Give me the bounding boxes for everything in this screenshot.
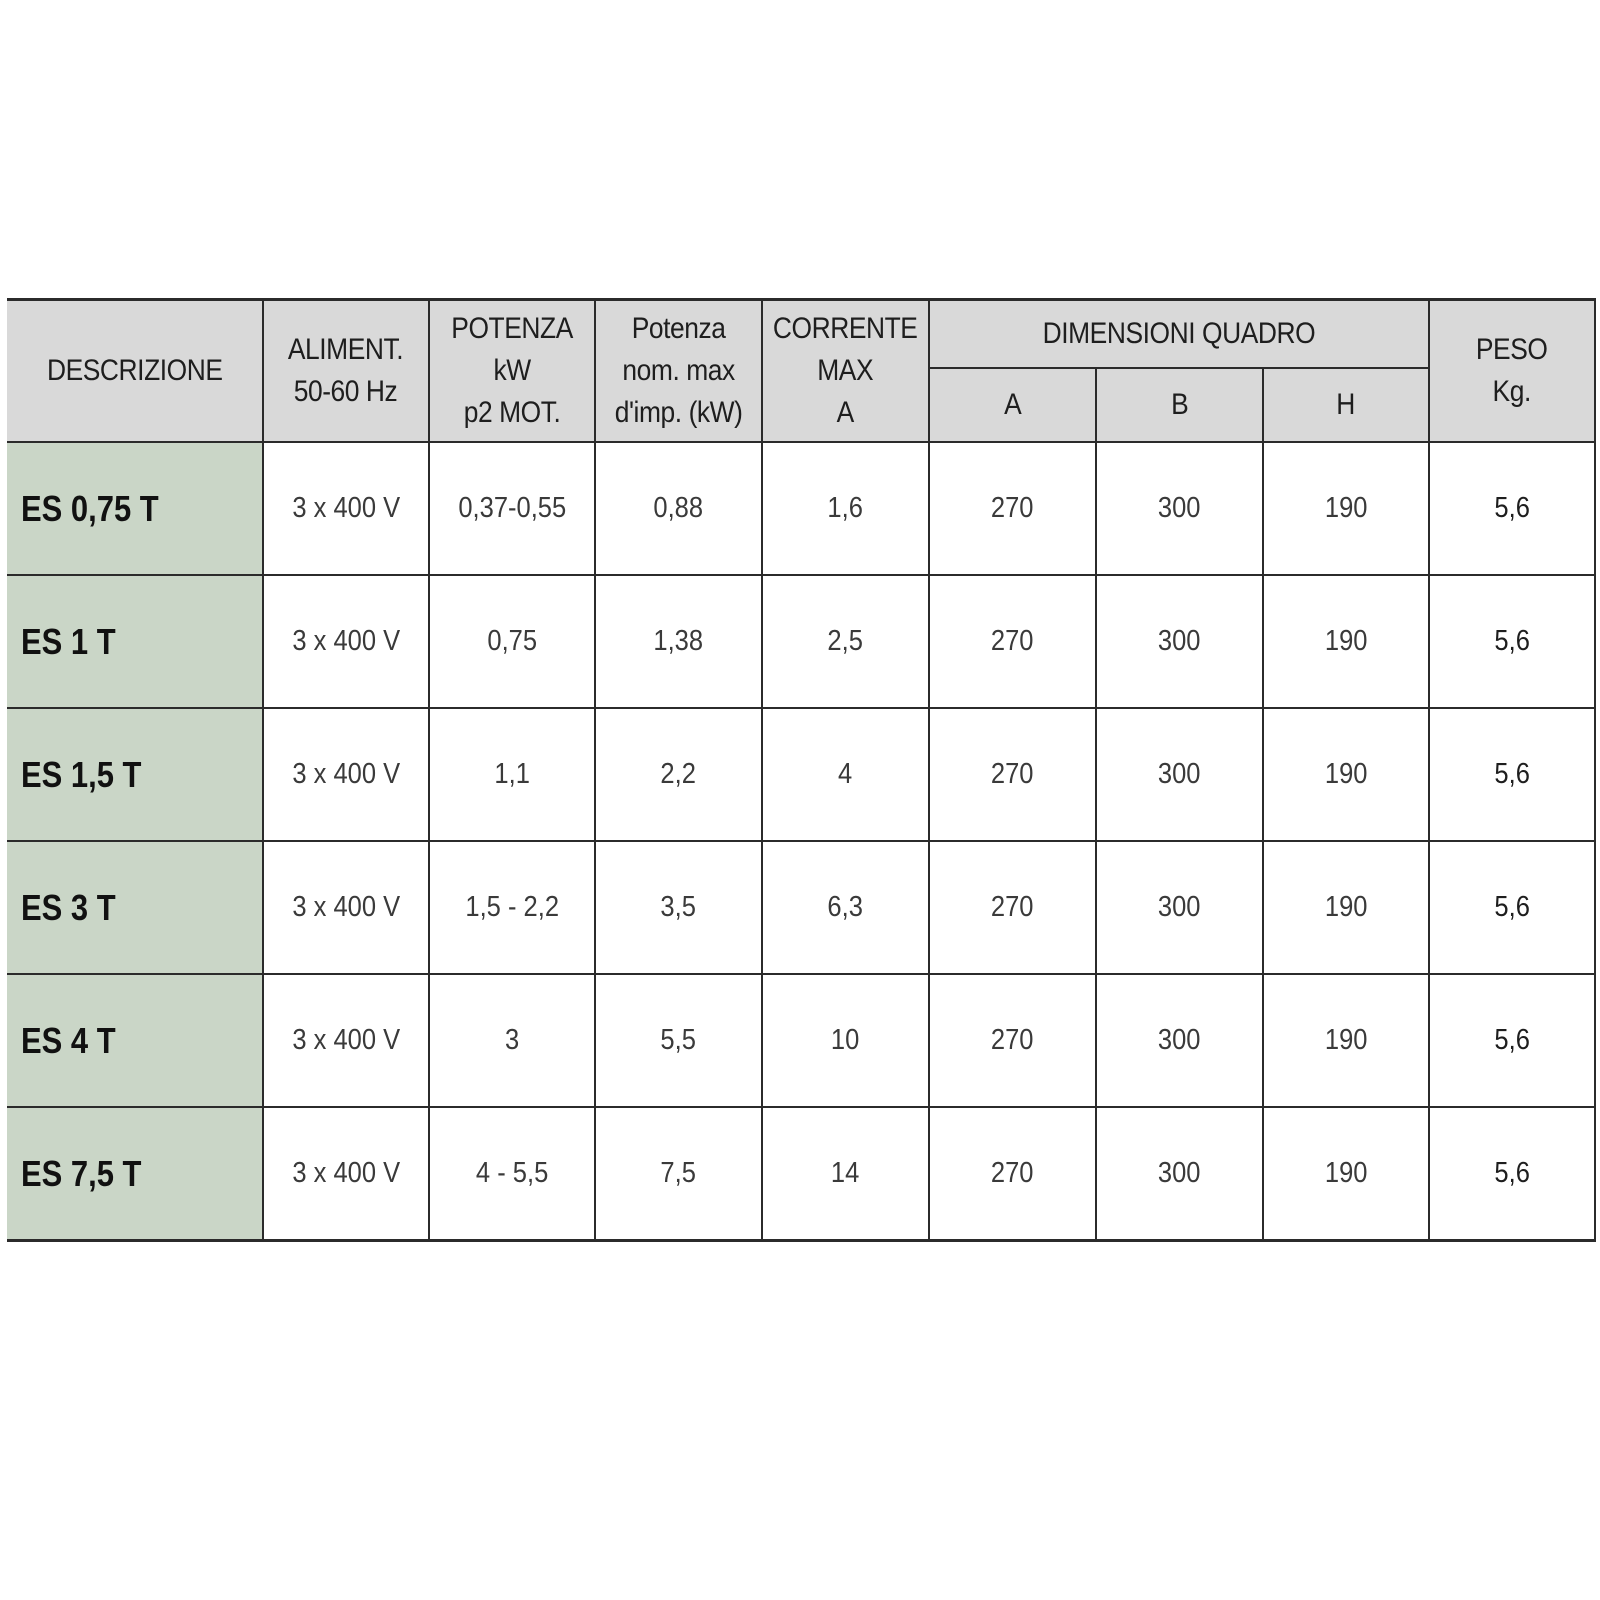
table-row	[7, 442, 1595, 575]
header-descrizione: DESCRIZIONE	[7, 300, 263, 443]
cell-aliment	[263, 708, 429, 841]
cell-corrente	[762, 841, 929, 974]
header-peso-line2: Kg.	[1492, 375, 1532, 408]
cell-dim-a	[929, 708, 1096, 841]
cell-dim-b-value: 300	[1158, 758, 1201, 790]
cell-peso	[1429, 841, 1595, 974]
cell-dim-a-value: 270	[991, 625, 1034, 657]
cell-potenza	[429, 575, 595, 708]
cell-dim-a-value: 270	[991, 1024, 1034, 1056]
cell-dim-b	[1096, 442, 1263, 575]
header-corrente-line3: A	[836, 396, 855, 429]
cell-model	[7, 1107, 263, 1241]
cell-potenza-imp-value: 7,5	[660, 1157, 697, 1189]
cell-potenza-imp	[595, 1107, 762, 1241]
header-potenza-imp	[595, 300, 762, 443]
cell-peso-value: 5,6	[1494, 625, 1530, 657]
header-aliment	[263, 300, 429, 443]
cell-peso-value: 5,6	[1494, 492, 1530, 524]
cell-potenza-imp	[595, 442, 762, 575]
cell-dim-b-value: 300	[1158, 492, 1201, 524]
cell-dim-a	[929, 575, 1096, 708]
cell-peso-value: 5,6	[1494, 1157, 1530, 1189]
cell-model	[7, 442, 263, 575]
header-corrente	[762, 300, 929, 443]
cell-potenza-imp-value: 3,5	[660, 891, 697, 923]
cell-aliment	[263, 442, 429, 575]
cell-dim-a	[929, 841, 1096, 974]
cell-corrente-value: 10	[831, 1024, 860, 1056]
cell-aliment-value: 3 x 400 V	[292, 758, 400, 790]
cell-dim-b	[1096, 708, 1263, 841]
cell-potenza-imp	[595, 841, 762, 974]
cell-dim-h	[1263, 442, 1429, 575]
header-corrente-line2: MAX	[817, 354, 874, 387]
cell-potenza-imp	[595, 575, 762, 708]
cell-dim-h	[1263, 841, 1429, 974]
cell-peso-value: 5,6	[1494, 891, 1530, 923]
header-potenza-imp-line3: d'imp. (kW)	[614, 396, 743, 429]
cell-dim-h	[1263, 974, 1429, 1107]
header-aliment-line1: ALIMENT.	[288, 333, 404, 366]
header-potenza-imp-line1: Potenza	[631, 312, 726, 345]
header-potenza-line2: kW	[493, 354, 531, 387]
cell-dim-a-value: 270	[991, 1157, 1034, 1189]
cell-dim-h	[1263, 1107, 1429, 1241]
cell-potenza-value: 1,1	[494, 758, 530, 790]
header-corrente-line1: CORRENTE	[773, 312, 918, 345]
cell-potenza-imp	[595, 708, 762, 841]
cell-dim-a-value: 270	[991, 492, 1034, 524]
cell-dim-h	[1263, 575, 1429, 708]
cell-aliment	[263, 575, 429, 708]
header-peso	[1429, 300, 1595, 443]
cell-dim-h	[1263, 708, 1429, 841]
cell-peso	[1429, 442, 1595, 575]
cell-dim-h-value: 190	[1324, 1157, 1368, 1189]
header-potenza-line3: p2 MOT.	[463, 396, 561, 429]
cell-dim-b-value: 300	[1158, 1024, 1201, 1056]
cell-dim-b-value: 300	[1158, 625, 1201, 657]
cell-potenza	[429, 442, 595, 575]
header-dim-h: H	[1263, 368, 1429, 442]
table-row	[7, 841, 1595, 974]
cell-dim-h-value: 190	[1324, 891, 1368, 923]
cell-aliment-value: 3 x 400 V	[292, 1157, 400, 1189]
cell-model	[7, 575, 263, 708]
cell-corrente-value: 2,5	[827, 625, 864, 657]
cell-dim-b	[1096, 575, 1263, 708]
cell-dim-h-value: 190	[1324, 758, 1368, 790]
header-dim-b: B	[1096, 368, 1263, 442]
cell-dim-b	[1096, 1107, 1263, 1241]
cell-potenza-imp-value: 0,88	[653, 492, 704, 524]
cell-corrente-value: 1,6	[827, 492, 864, 524]
cell-dim-a	[929, 974, 1096, 1107]
cell-corrente	[762, 974, 929, 1107]
spec-table	[7, 298, 1596, 1242]
cell-potenza-value: 0,75	[487, 625, 537, 657]
cell-dim-h-value: 190	[1324, 492, 1368, 524]
cell-potenza-value: 0,37-0,55	[458, 492, 566, 524]
cell-peso	[1429, 1107, 1595, 1241]
header-peso-line1: PESO	[1476, 333, 1548, 366]
cell-dim-b-value: 300	[1158, 1157, 1201, 1189]
table-header	[7, 300, 1595, 443]
header-potenza	[429, 300, 595, 443]
cell-corrente	[762, 708, 929, 841]
header-row-top	[7, 300, 1595, 369]
cell-dim-h-value: 190	[1324, 625, 1368, 657]
header-potenza-line1: POTENZA	[451, 312, 573, 345]
header-aliment-line2: 50-60 Hz	[294, 375, 398, 408]
cell-potenza-imp-value: 2,2	[660, 758, 697, 790]
cell-corrente	[762, 442, 929, 575]
cell-potenza	[429, 1107, 595, 1241]
header-dimensioni: DIMENSIONI QUADRO	[929, 300, 1429, 369]
table-body	[7, 442, 1595, 1241]
cell-aliment-value: 3 x 400 V	[292, 492, 400, 524]
cell-model-value: ES 7,5 T	[21, 1152, 142, 1194]
cell-potenza-imp-value: 1,38	[653, 625, 704, 657]
cell-model	[7, 841, 263, 974]
cell-dim-a-value: 270	[991, 891, 1034, 923]
cell-peso-value: 5,6	[1494, 1024, 1530, 1056]
cell-model-value: ES 3 T	[21, 886, 116, 928]
table-row	[7, 575, 1595, 708]
cell-corrente-value: 4	[838, 758, 853, 790]
cell-dim-b-value: 300	[1158, 891, 1201, 923]
cell-corrente-value: 14	[831, 1157, 860, 1189]
cell-dim-a	[929, 442, 1096, 575]
header-potenza-imp-line2: nom. max	[622, 354, 735, 387]
cell-aliment-value: 3 x 400 V	[292, 1024, 400, 1056]
cell-peso	[1429, 974, 1595, 1107]
cell-potenza-imp-value: 5,5	[660, 1024, 697, 1056]
cell-aliment-value: 3 x 400 V	[292, 625, 400, 657]
cell-peso	[1429, 708, 1595, 841]
cell-peso-value: 5,6	[1494, 758, 1530, 790]
cell-aliment	[263, 974, 429, 1107]
cell-potenza-value: 4 - 5,5	[475, 1157, 549, 1189]
cell-potenza	[429, 974, 595, 1107]
header-dim-a: A	[929, 368, 1096, 442]
cell-model-value: ES 0,75 T	[21, 487, 159, 529]
cell-aliment-value: 3 x 400 V	[292, 891, 400, 923]
cell-dim-b	[1096, 841, 1263, 974]
cell-model	[7, 974, 263, 1107]
cell-model	[7, 708, 263, 841]
cell-dim-h-value: 190	[1324, 1024, 1368, 1056]
table-row	[7, 1107, 1595, 1241]
cell-potenza	[429, 841, 595, 974]
cell-corrente	[762, 575, 929, 708]
cell-model-value: ES 1 T	[21, 620, 116, 662]
cell-corrente	[762, 1107, 929, 1241]
cell-potenza-value: 1,5 - 2,2	[465, 891, 559, 923]
table-row	[7, 708, 1595, 841]
cell-dim-a	[929, 1107, 1096, 1241]
cell-potenza	[429, 708, 595, 841]
cell-dim-a-value: 270	[991, 758, 1034, 790]
table-row	[7, 974, 1595, 1107]
cell-potenza-value: 3	[504, 1024, 520, 1056]
cell-aliment	[263, 841, 429, 974]
cell-model-value: ES 1,5 T	[21, 753, 142, 795]
cell-dim-b	[1096, 974, 1263, 1107]
cell-potenza-imp	[595, 974, 762, 1107]
cell-corrente-value: 6,3	[827, 891, 864, 923]
cell-aliment	[263, 1107, 429, 1241]
cell-peso	[1429, 575, 1595, 708]
cell-model-value: ES 4 T	[21, 1019, 116, 1061]
